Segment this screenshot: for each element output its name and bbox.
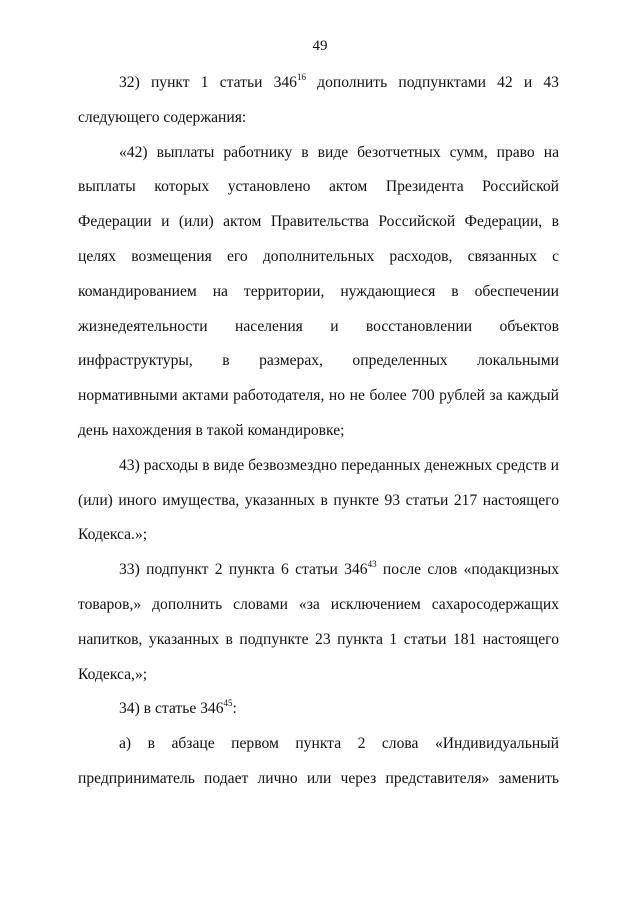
paragraph-34-superscript: 45 xyxy=(223,698,233,709)
paragraph-32 xyxy=(78,66,559,136)
paragraph-34a: а) в абзаце первом пункта 2 слова «Индивидуальный предприниматель подает лично или через представителя» заменить xyxy=(78,735,559,787)
paragraph-33-superscript: 43 xyxy=(367,558,377,569)
paragraph-34 xyxy=(78,692,559,727)
page-number: 49 xyxy=(312,38,328,54)
paragraph-32-text-start: 32) пункт 1 статьи 346 xyxy=(119,74,297,91)
paragraph-34-text-start: 34) в статье 346 xyxy=(119,700,224,718)
document-body xyxy=(78,66,559,797)
paragraph-32-text-end: дополнить подпунктами 42 и 43 следующего содержания: xyxy=(78,74,559,126)
paragraph-33 xyxy=(78,553,559,692)
paragraph-33-text-end: после слов «подакцизных товаров,» дополнить словами «за исключением сахаросодержащих напитков, указанных в подпункте 23 пункта 1 статьи 181 настоящего Кодекса,»; xyxy=(78,561,559,683)
paragraph-33-text-start: 33) подпункт 2 пункта 6 статьи 346 xyxy=(119,561,368,579)
paragraph-32-superscript: 16 xyxy=(296,71,306,82)
paragraph-34-text-end: : xyxy=(232,700,237,718)
paragraph-43: 43) расходы в виде безвозмездно переданных денежных средств и (или) иного имущества, указанных в пункте 93 статьи 217 настоящего Кодекса.»; xyxy=(78,456,559,544)
paragraph-42: «42) выплаты работнику в виде безотчетных сумм, право на выплаты которых установлено актом Президента Российской Федерации и (или) актом Правительства Российской Федерации, в целях возмещения его дополнительных расходов, связанных с командированием на территории, нуждающиеся в обеспечении жизнедеятельности населения и восстановлении объектов инфраструктуры, в размерах, определенных локальными нормативными актами работодателя, но не более 700 рублей за каждый день нахождения в такой командировке; xyxy=(78,143,559,439)
